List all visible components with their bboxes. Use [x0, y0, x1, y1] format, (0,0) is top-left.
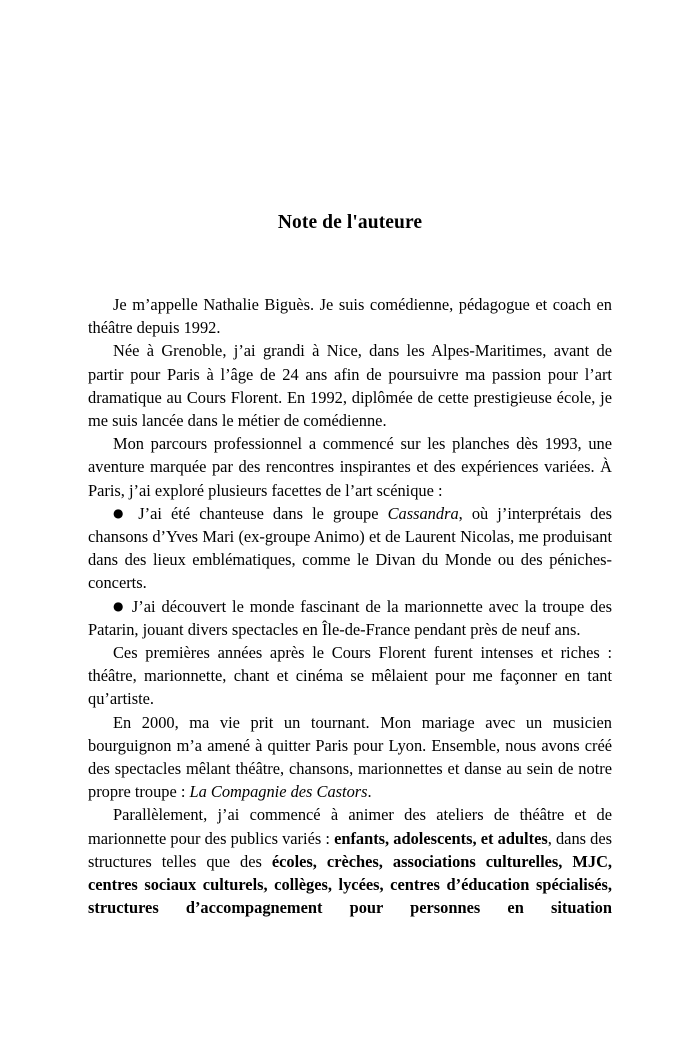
- italic-title-run: Cassandra: [387, 503, 459, 523]
- text-run: J’ai découvert le monde fascinant de la marionnette avec la troupe des Patarin, jouant divers spectacles en Île-de-France pendant près de neuf ans.: [88, 596, 612, 639]
- text-run: Parallèlement, j’ai commencé à animer des ateliers de théâtre et de marionnette pour des publics variés :: [88, 805, 612, 848]
- bullet-marker: ●: [113, 598, 131, 613]
- text-run: , où j’interprétais des chansons d’Yves Mari (ex-groupe Animo) et de Laurent Nicolas, me produisant dans des lieux emblématiques, comme le Divan du Monde ou des péniches-concerts.: [88, 503, 612, 593]
- body-bullet-paragraph: [88, 595, 612, 641]
- italic-title-run: La Compagnie des Castors: [189, 782, 368, 802]
- body-paragraph: [88, 641, 612, 711]
- text-run: Ces premières années après le Cours Florent furent intenses et riches : théâtre, marionnette, chant et cinéma se mêlaient pour me façonner en tant qu’artiste.: [88, 643, 612, 709]
- bold-run: enfants, adolescents, et adultes: [334, 828, 548, 848]
- text-run: , dans des structures telles que des: [88, 828, 613, 871]
- body-paragraph: [88, 293, 612, 339]
- bold-run: écoles, crèches, associations culturelles, MJC, centres sociaux culturels, collèges, lycées, centres d’éducation spécialisés, structures d’accompagnement pour personnes en situation: [88, 851, 613, 918]
- text-run: Mon parcours professionnel a commencé sur les planches dès 1993, une aventure marquée par des rencontres inspirantes et des expériences variées. À Paris, j’ai exploré plusieurs facettes de l’art scénique :: [88, 434, 612, 500]
- text-run: Née à Grenoble, j’ai grandi à Nice, dans les Alpes-Maritimes, avant de partir pour Paris à l’âge de 24 ans afin de poursuivre ma passion pour l’art dramatique au Cours Florent. En 1992, diplômée de cette prestigieuse école, je me suis lancée dans le métier de comédienne.: [88, 341, 612, 431]
- text-run: .: [367, 782, 372, 802]
- text-run: Je m’appelle Nathalie Biguès. Je suis comédienne, pédagogue et coach en théâtre depuis 1992.: [88, 295, 612, 338]
- body-bullet-paragraph: [88, 502, 612, 595]
- body-paragraph: [88, 339, 612, 432]
- text-run: En 2000, ma vie prit un tournant. Mon mariage avec un musicien bourguignon m’a amené à quitter Paris pour Lyon. Ensemble, nous avons créé des spectacles mêlant théâtre, chansons, marionnettes et danse au sein de notre propre troupe :: [88, 712, 612, 802]
- bullet-marker: ●: [113, 505, 138, 520]
- text-run: J’ai été chanteuse dans le groupe: [138, 503, 388, 523]
- body-paragraph: [88, 432, 612, 502]
- body-text-block: [88, 293, 612, 919]
- body-paragraph: [88, 711, 612, 804]
- page-title: Note de l'auteure: [277, 212, 423, 234]
- body-paragraph: [88, 803, 612, 919]
